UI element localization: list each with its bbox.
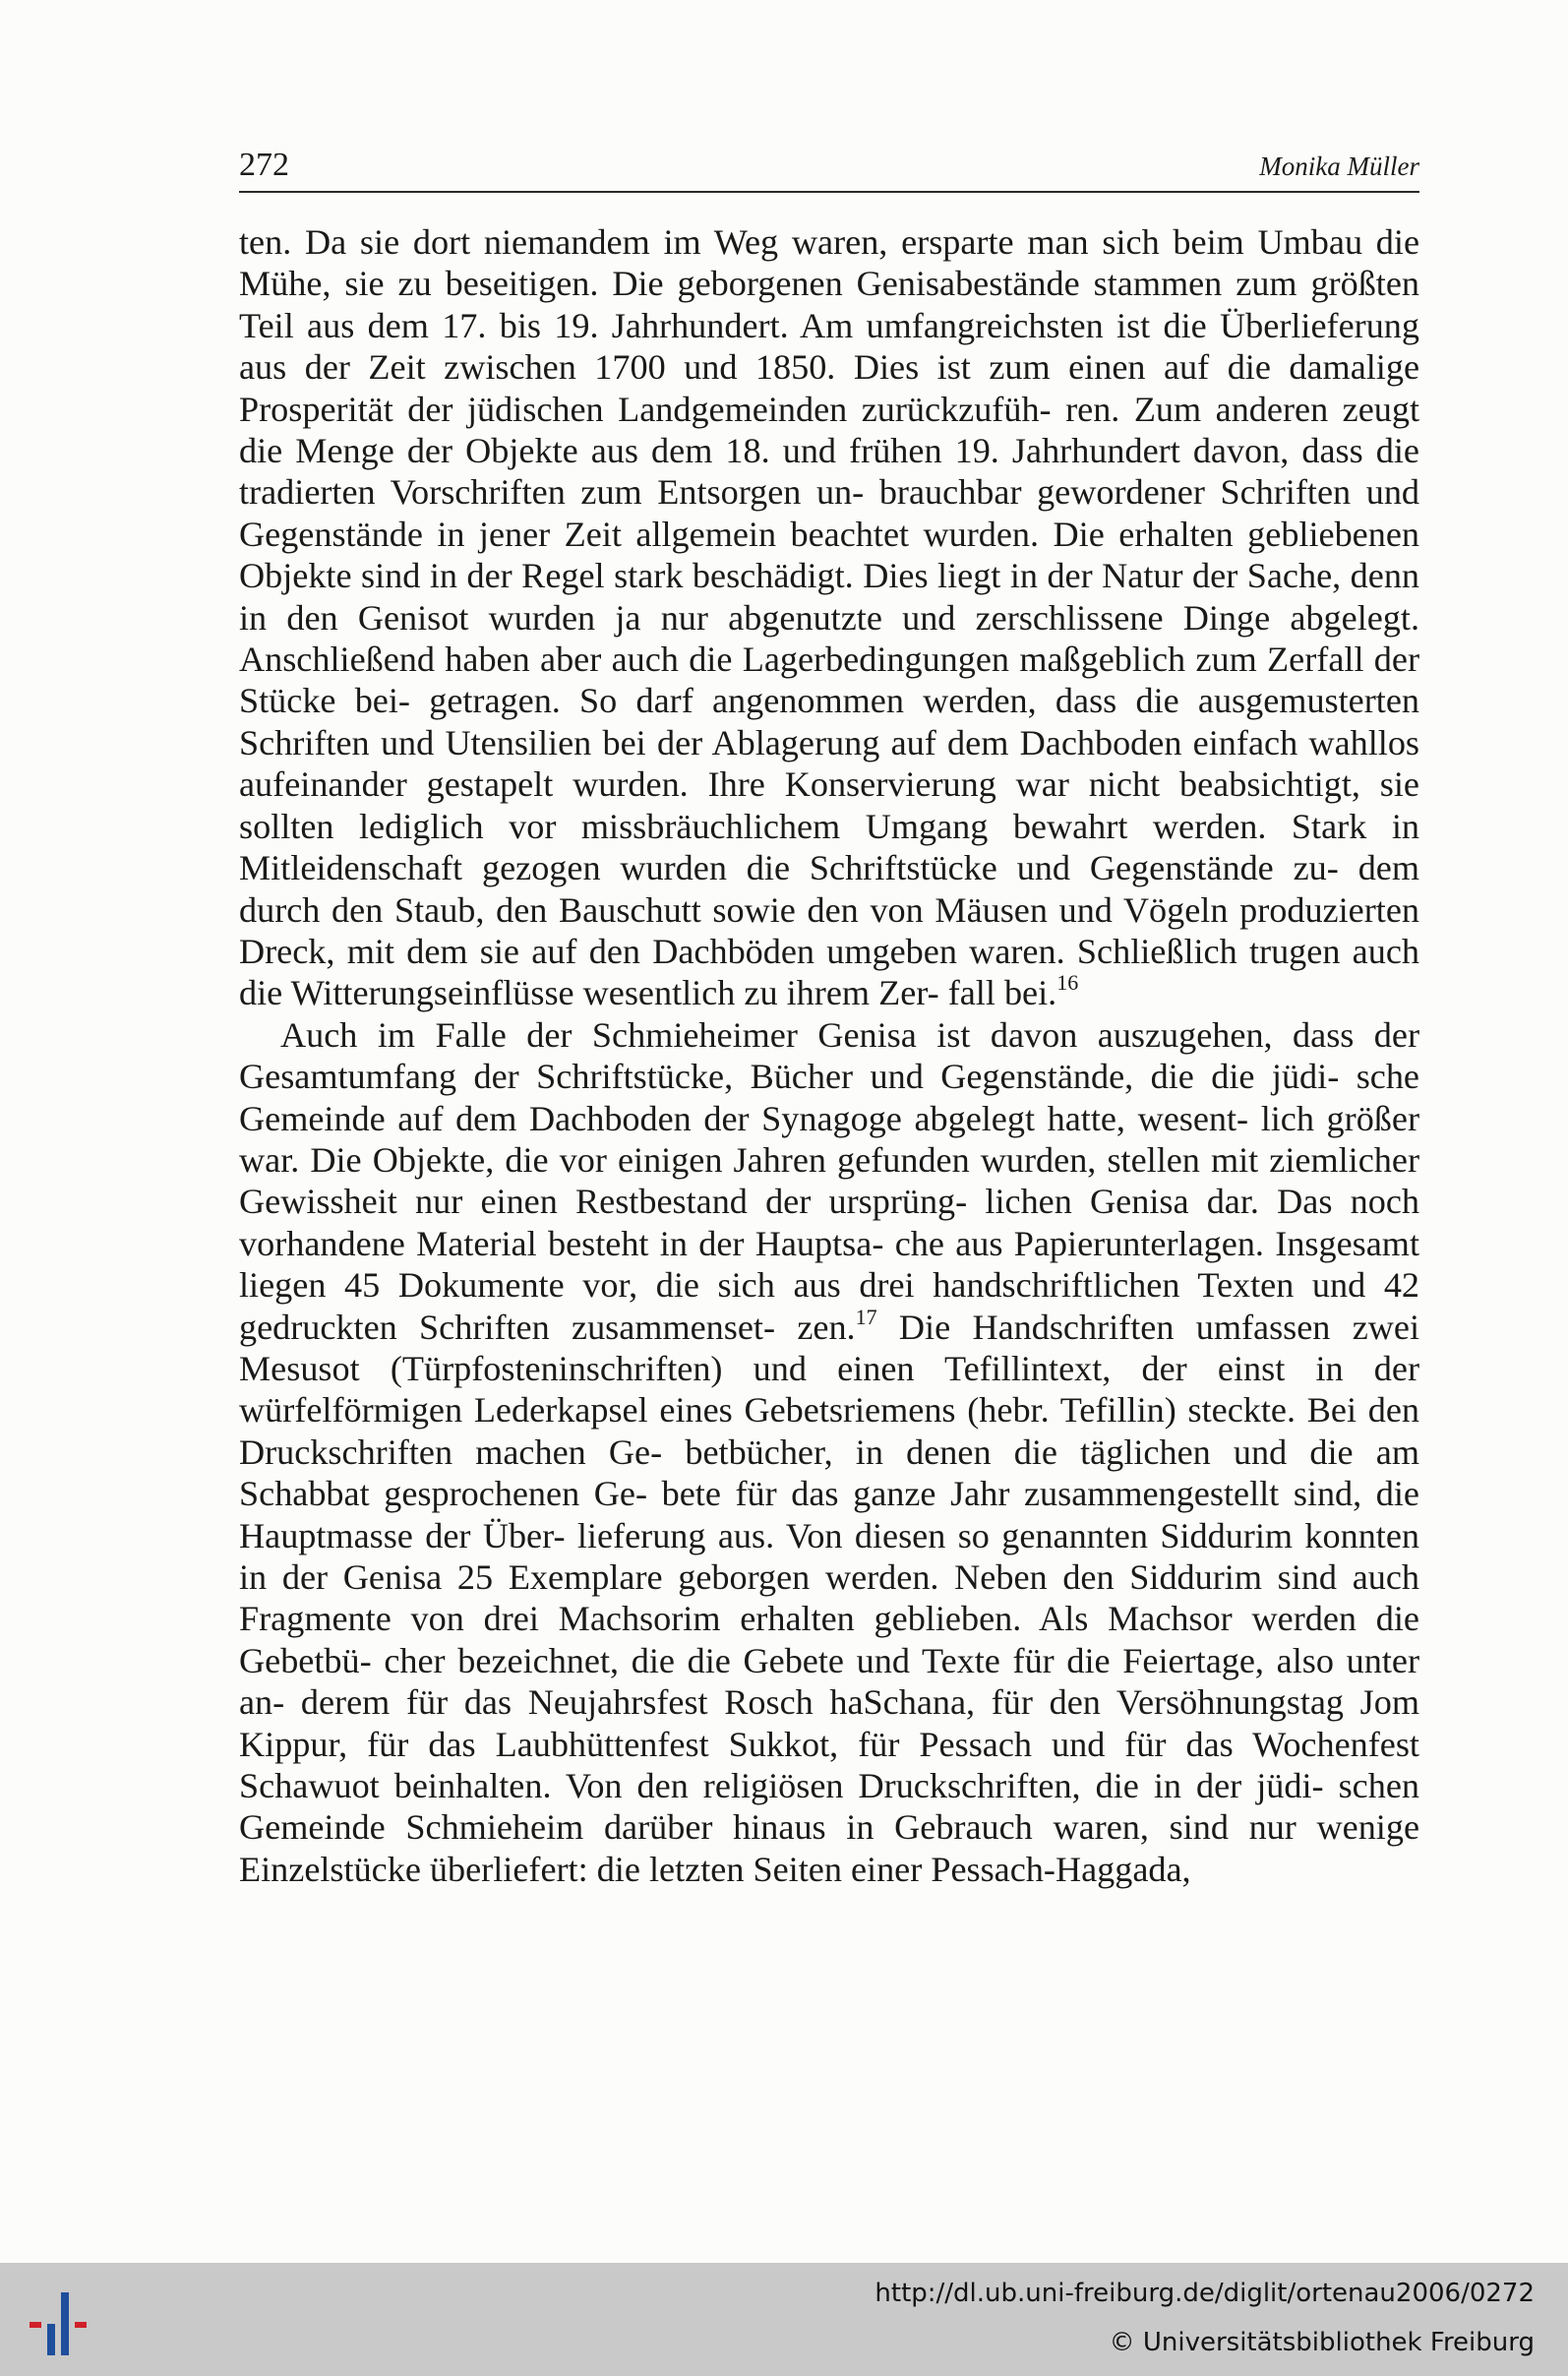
text-line: getragen. So darf angenommen werden, dass die ausgemusterten Schriften bbox=[239, 681, 1419, 762]
text-line: zen. bbox=[797, 1307, 856, 1347]
text-line: die Mühe, sie zu beseitigen. Die geborgenen Genisabestände stammen zum bbox=[239, 222, 1420, 304]
text-line: Gebetsriemens (hebr. Tefillin) steckte. Bei den Druckschriften machen Ge- bbox=[239, 1390, 1419, 1472]
text-line: größten Teil aus dem 17. bis 19. Jahrhundert. Am umfangreichsten ist die bbox=[239, 264, 1419, 345]
text-line: dem durch den Staub, den Bauschutt sowie den von Mäusen und Vögeln bbox=[239, 848, 1419, 930]
text-line: Exemplare geborgen werden. Neben den Siddurim sind auch Fragmente bbox=[239, 1557, 1420, 1639]
text-line: Kippur, für das Laubhüttenfest Sukkot, für Pessach und für das Wochenfest bbox=[239, 1724, 1419, 1764]
page-number: 272 bbox=[239, 147, 289, 183]
ub-freiburg-logo-icon bbox=[20, 2285, 100, 2363]
text-line: wenige Einzelstücke überliefert: die letzten Seiten einer Pessach-Haggada, bbox=[239, 1807, 1420, 1889]
copyright-notice: © Universitätsbibliothek Freiburg bbox=[1109, 2328, 1535, 2357]
text-line: fall bei. bbox=[947, 973, 1057, 1013]
text-line: aufeinander gestapelt wurden. Ihre Konservierung war nicht beabsichtigt, bbox=[239, 764, 1360, 805]
text-line: sche Gemeinde auf dem Dachboden der Synagoge abgelegt hatte, wesent- bbox=[239, 1057, 1419, 1138]
text-line: Auch im Falle der Schmieheimer Genisa ist davon auszugehen, dass der bbox=[280, 1014, 1419, 1055]
text-line: sie sollten lediglich vor missbräuchlichem Umgang bewahrt werden. Stark bbox=[239, 764, 1419, 846]
text-line: brauchbar gewordener Schriften und Gegenstände in jener Zeit allgemein bbox=[239, 472, 1420, 554]
source-url-link[interactable]: http://dl.ub.uni-freiburg.de/diglit/ortenau2006/0272 bbox=[874, 2279, 1535, 2308]
text-line: aber auch die Lagerbedingungen maßgeblich zum Zerfall der Stücke bei- bbox=[239, 640, 1420, 721]
text-line: Gesamtumfang der Schriftstücke, Bücher und Gegenstände, die die jüdi- bbox=[239, 1057, 1340, 1097]
footnote-ref-17[interactable]: 17 bbox=[855, 1304, 877, 1329]
text-line: und einen Tefillintext, der einst in der würfelförmigen Lederkapsel eines bbox=[239, 1348, 1419, 1431]
text-line: drei handschriftlichen Texten und 42 gedruckten Schriften zusammenset- bbox=[239, 1265, 1420, 1347]
text-line: Jahrhundert davon, dass die tradierten Vorschriften zum Entsorgen un- bbox=[239, 431, 1419, 513]
text-line: produzierten Dreck, mit dem sie auf den Dachböden umgeben waren. bbox=[239, 889, 1419, 971]
text-line: beschädigt. Dies liegt in der Natur der Sache, denn in den Genisot wurden bbox=[239, 556, 1420, 638]
text-line: in Mitleidenschaft gezogen wurden die Schriftstücke und Gegenstände zu- bbox=[239, 806, 1419, 888]
footnote-ref-16[interactable]: 16 bbox=[1056, 970, 1079, 996]
page-header bbox=[239, 146, 1419, 193]
paragraph-1 bbox=[239, 221, 1419, 1014]
text-line: lieferung aus. Von diesen so genannten Siddurim konnten in der Genisa 25 bbox=[239, 1515, 1420, 1597]
text-line: cher bezeichnet, die die Gebete und Texte für die Feiertage, also unter an- bbox=[239, 1640, 1419, 1723]
text-line: Die Handschriften umfassen zwei Mesusot (Türpfosteninschriften) bbox=[239, 1307, 1420, 1388]
text-line: auf die damalige Prosperität der jüdischen Landgemeinden zurückzufüh- bbox=[239, 347, 1420, 429]
text-line: betbücher, in denen die täglichen und die am Schabbat gesprochenen Ge- bbox=[239, 1432, 1419, 1514]
text-line: Schawuot beinhalten. Von den religiösen Druckschriften, die in der jüdi- bbox=[239, 1766, 1324, 1806]
text-line: bete für das ganze Jahr zusammengestellt sind, die Hauptmasse der Über- bbox=[239, 1474, 1419, 1555]
text-line: lichen Genisa dar. Das noch vorhandene Material besteht in der Hauptsa- bbox=[239, 1182, 1419, 1263]
text-line: von drei Machsorim erhalten geblieben. Als Machsor werden die Gebetbü- bbox=[239, 1599, 1419, 1680]
paragraph-2 bbox=[239, 1014, 1419, 1891]
text-line: ten. Da sie dort niemandem im Weg waren, ersparte man sich beim Umbau bbox=[239, 222, 1363, 262]
text-line: ren. Zum anderen zeugt die Menge der Objekte aus dem 18. und frühen 19. bbox=[239, 389, 1420, 471]
footer-bar bbox=[0, 2263, 1568, 2376]
text-line: lich größer war. Die Objekte, die vor einigen Jahren gefunden wurden, bbox=[239, 1098, 1419, 1180]
text-line: schen Gemeinde Schmieheim darüber hinaus in Gebrauch waren, sind nur bbox=[239, 1766, 1419, 1848]
body-text bbox=[239, 221, 1419, 1890]
text-line: und Utensilien bei der Ablagerung auf dem Dachboden einfach wahllos bbox=[380, 722, 1420, 762]
text-line: Schließlich trugen auch die Witterungseinflüsse wesentlich zu ihrem Zer- bbox=[239, 931, 1419, 1013]
text-line: Überlieferung aus der Zeit zwischen 1700 und 1850. Dies ist zum einen bbox=[239, 305, 1419, 388]
text-line: ja nur abgenutzte und zerschlissene Dinge abgelegt. Anschließend haben bbox=[239, 597, 1420, 680]
text-line: beachtet wurden. Die erhalten gebliebenen Objekte sind in der Regel stark bbox=[239, 514, 1419, 596]
running-head-author: Monika Müller bbox=[1259, 152, 1419, 181]
text-line: derem für das Neujahrsfest Rosch haSchana, für den Versöhnungstag Jom bbox=[300, 1682, 1420, 1723]
text-line: che aus Papierunterlagen. Insgesamt liegen 45 Dokumente vor, die sich aus bbox=[239, 1223, 1419, 1306]
text-line: stellen mit ziemlicher Gewissheit nur einen Restbestand der ursprüng- bbox=[239, 1139, 1420, 1222]
